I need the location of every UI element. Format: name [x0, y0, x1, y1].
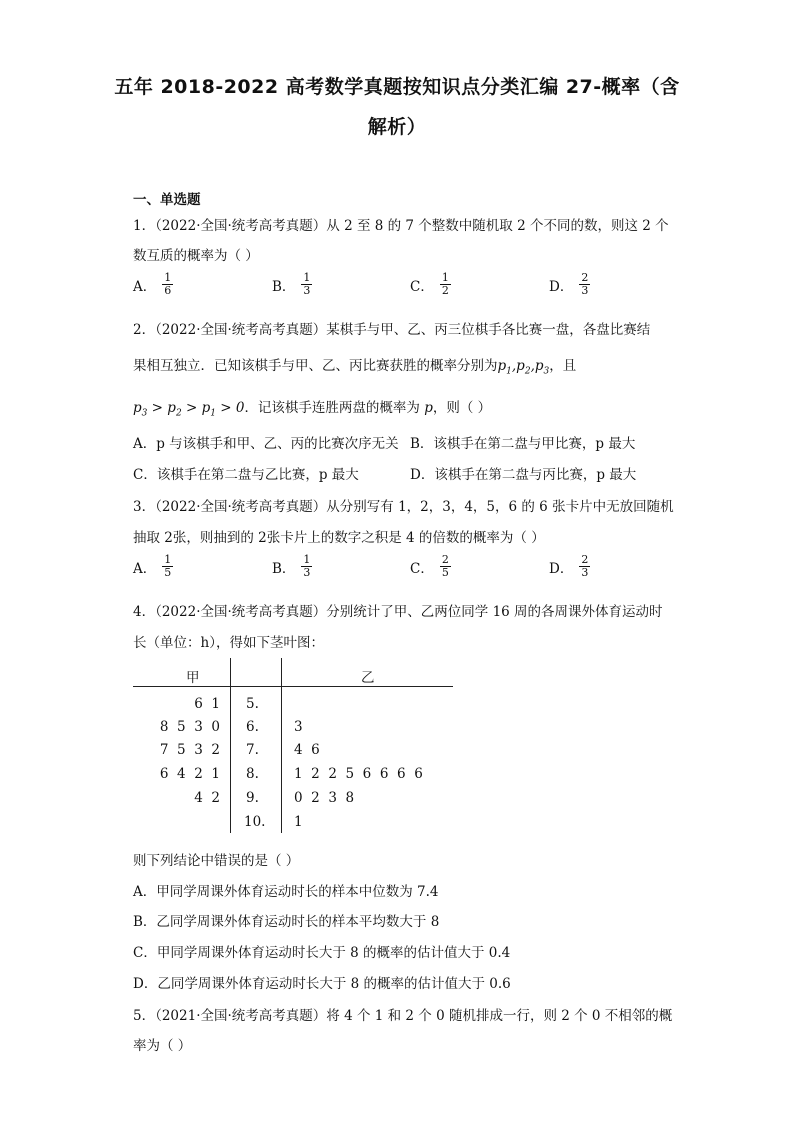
stem-leaf-right-header: 乙: [361, 670, 375, 686]
q3-option-a: A． $\frac{1}{5}$: [133, 553, 172, 579]
q2-option-d: D．该棋手在第二盘与丙比赛，p 最大: [410, 467, 637, 483]
document-title-line-1: 五年 2018-2022 高考数学真题按知识点分类汇编 27-概率（含: [114, 76, 680, 98]
stem-leaf-stem: 8.: [246, 766, 259, 782]
q2-stem-line-2: 果相互独立．已知该棋手与甲、乙、丙比赛获胜的概率分别为$p_1,p_2,p_3$，且: [133, 358, 577, 377]
stem-leaf-stem: 6.: [246, 719, 259, 735]
q5-stem-line-1: 5．（2021·全国·统考高考真题）将 4 个 1 和 2 个 0 随机排成一行，则 2 个 0 不相邻的概: [133, 1008, 673, 1024]
q4-stem-line-1: 4．（2022·全国·统考高考真题）分别统计了甲、乙两位同学 16 周的各周课外体育运动时: [133, 604, 663, 620]
stem-leaf-left-leaves: 4 2: [194, 790, 220, 806]
q4-option-a: A．甲同学周课外体育运动时长的样本中位数为 7.4: [133, 884, 439, 900]
stem-leaf-left-leaves: 8 5 3 0: [159, 719, 220, 735]
stem-leaf-left-divider: [230, 658, 231, 833]
fraction: $\frac{1}{5}$: [164, 553, 172, 579]
fraction: $\frac{2}{3}$: [581, 271, 589, 297]
fraction: $\frac{1}{3}$: [303, 553, 311, 579]
stem-leaf-stem: 5.: [246, 696, 259, 712]
stem-leaf-left-header: 甲: [186, 670, 200, 686]
stem-leaf-right-leaves: 0 2 3 8: [294, 790, 355, 806]
stem-leaf-stem: 10.: [244, 814, 266, 830]
q4-option-c: C．甲同学周课外体育运动时长大于 8 的概率的估计值大于 0.4: [133, 945, 511, 961]
q3-option-b: B． $\frac{1}{3}$: [272, 553, 311, 579]
q1-option-d: D． $\frac{2}{3}$: [549, 271, 589, 297]
probability-symbols: $p_1,p_2,p_3$: [497, 358, 550, 377]
q4-option-d: D．乙同学周课外体育运动时长大于 8 的概率的估计值大于 0.6: [133, 976, 511, 992]
q2-option-c: C．该棋手在第二盘与乙比赛，p 最大: [133, 467, 359, 483]
stem-leaf-right-leaves: 1: [294, 814, 303, 830]
fraction: $\frac{1}{3}$: [303, 271, 311, 297]
q1-option-b: B． $\frac{1}{3}$: [272, 271, 311, 297]
q2-option-b: B．该棋手在第二盘与甲比赛，p 最大: [410, 436, 636, 452]
q2-stem-line-3: $p_3 > p_2 > p_1 > 0$．记该棋手连胜两盘的概率为 p，则（ ）: [133, 400, 492, 419]
q5-stem-line-2: 率为（ ）: [133, 1038, 192, 1054]
inequality-formula: $p_3 > p_2 > p_1 > 0$: [133, 400, 245, 419]
q4-option-b: B．乙同学周课外体育运动时长的样本平均数大于 8: [133, 914, 440, 930]
q3-option-d: D． $\frac{2}{3}$: [549, 553, 589, 579]
q4-stem-line-2: 长（单位：h），得如下茎叶图：: [133, 635, 324, 651]
q2-stem-line-1: 2．（2022·全国·统考高考真题）某棋手与甲、乙、丙三位棋手各比赛一盘，各盘比赛结: [133, 322, 651, 338]
q1-stem-line-2: 数互质的概率为（ ）: [133, 248, 259, 264]
stem-leaf-right-divider: [281, 658, 282, 833]
document-title-line-2: 解析）: [367, 116, 427, 138]
stem-leaf-left-leaves: 6 4 2 1: [159, 766, 220, 782]
stem-leaf-header-rule: [133, 686, 453, 687]
q1-stem-line-1: 1．（2022·全国·统考高考真题）从 2 至 8 的 7 个整数中随机取 2 个不同的数，则这 2 个: [133, 218, 669, 234]
section-heading: 一、单选题: [133, 192, 201, 208]
stem-leaf-stem: 9.: [246, 790, 259, 806]
q3-option-c: C． $\frac{2}{5}$: [410, 553, 449, 579]
stem-leaf-right-leaves: 3: [294, 719, 303, 735]
stem-leaf-right-leaves: 1 2 2 5 6 6 6 6: [294, 766, 423, 782]
fraction: $\frac{2}{5}$: [441, 553, 449, 579]
q1-option-c: C． $\frac{1}{2}$: [410, 271, 449, 297]
fraction: $\frac{1}{6}$: [164, 271, 172, 297]
q4-prompt: 则下列结论中错误的是（ ）: [133, 853, 300, 869]
stem-leaf-left-leaves: 7 5 3 2: [159, 742, 220, 758]
stem-leaf-stem: 7.: [246, 742, 259, 758]
q2-option-a: A．p 与该棋手和甲、乙、丙的比赛次序无关: [133, 436, 399, 452]
q1-option-a: A． $\frac{1}{6}$: [133, 271, 172, 297]
stem-leaf-right-leaves: 4 6: [294, 742, 320, 758]
fraction: $\frac{2}{3}$: [581, 553, 589, 579]
q3-stem-line-1: 3．（2022·全国·统考高考真题）从分别写有 1，2，3，4，5，6 的 6 张卡片中无放回随机: [133, 499, 674, 515]
q3-stem-line-2: 抽取 2张，则抽到的 2张卡片上的数字之积是 4 的倍数的概率为（ ）: [133, 530, 545, 546]
stem-leaf-left-leaves: 6 1: [194, 696, 220, 712]
fraction: $\frac{1}{2}$: [441, 271, 449, 297]
